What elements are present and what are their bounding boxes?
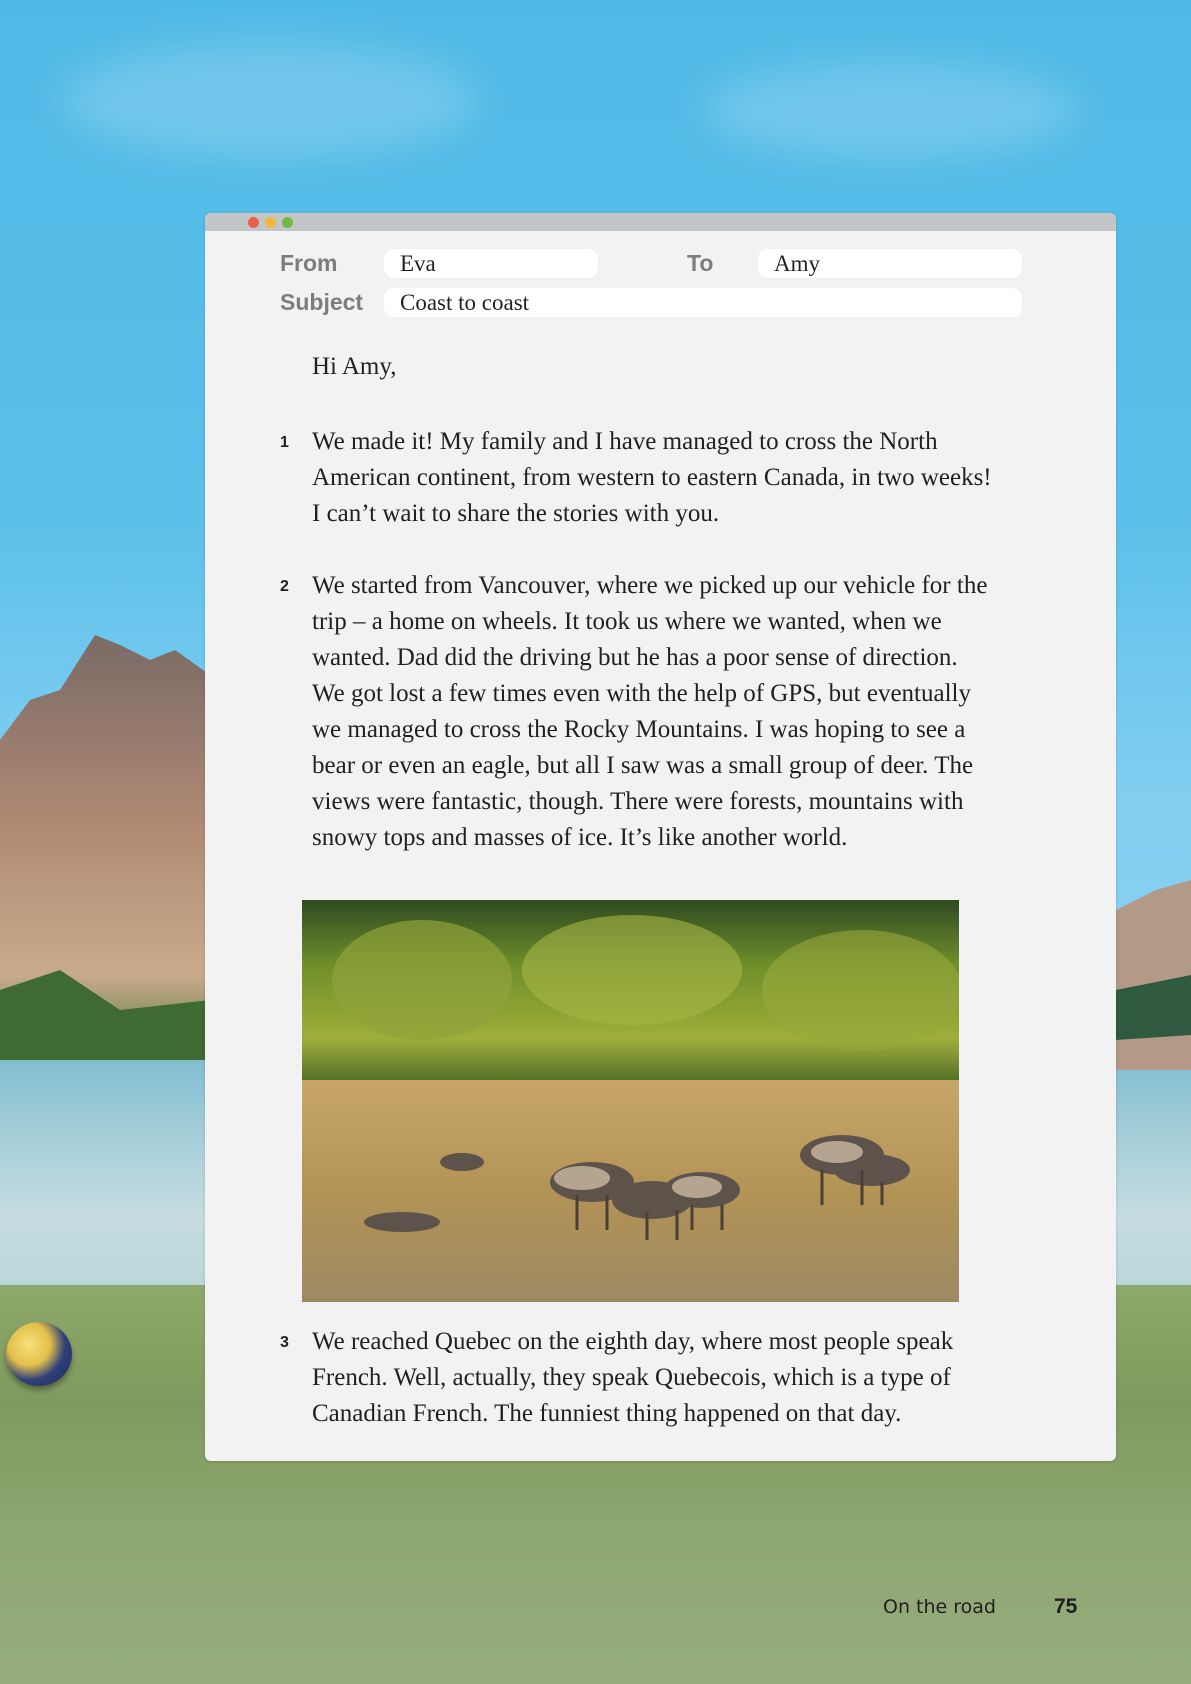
email-greeting: Hi Amy,: [312, 353, 397, 380]
from-label: From: [280, 250, 338, 276]
paragraph-number: 3: [280, 1334, 289, 1351]
paragraph-number: 2: [280, 578, 289, 595]
to-field[interactable]: Amy: [758, 249, 1022, 278]
paragraph-number: 1: [280, 434, 289, 451]
subject-field[interactable]: Coast to coast: [384, 288, 1022, 317]
volleyball: [6, 1322, 72, 1386]
window-titlebar: [205, 213, 1116, 231]
page-number: 75: [1054, 1595, 1078, 1618]
subject-label: Subject: [280, 289, 364, 315]
paragraph-text: We made it! My family and I have managed to cross the North American continent, from western to eastern Canada, in two weeks! I can’t wait to share the stories with you.: [312, 428, 992, 527]
email-window: [205, 213, 1116, 1461]
from-field[interactable]: Eva: [384, 249, 598, 278]
maximize-dot-icon[interactable]: [282, 217, 293, 228]
paragraph-text: We started from Vancouver, where we picked up our vehicle for the trip – a home on wheels. It took us where we wanted, when we wanted. Dad did the driving but he has a poor sense of direction. We got lost a few times even with the help of GPS, but eventually we managed to cross the Rocky Mountains. I was hoping to see a bear or even an eagle, but all I saw was a small group of deer. The views were fantastic, though. There were forests, mountains with snowy tops and masses of ice. It’s like another world.: [312, 572, 988, 851]
to-label: To: [687, 250, 714, 276]
close-dot-icon[interactable]: [248, 217, 259, 228]
cloud: [700, 60, 1080, 160]
paragraph-text: We reached Quebec on the eighth day, where most people speak French. Well, actually, they speak Quebecois, which is a type of Canadian French. The funniest thing happened on that day.: [312, 1328, 954, 1427]
elk-meadow-photo: [302, 900, 959, 1302]
minimize-dot-icon[interactable]: [265, 217, 276, 228]
mountain-left: [0, 630, 210, 1070]
elk-meadow-illustration: [302, 900, 959, 1302]
mountain-right: [1116, 870, 1191, 1070]
cloud: [60, 40, 480, 160]
section-title: On the road: [883, 1596, 996, 1618]
